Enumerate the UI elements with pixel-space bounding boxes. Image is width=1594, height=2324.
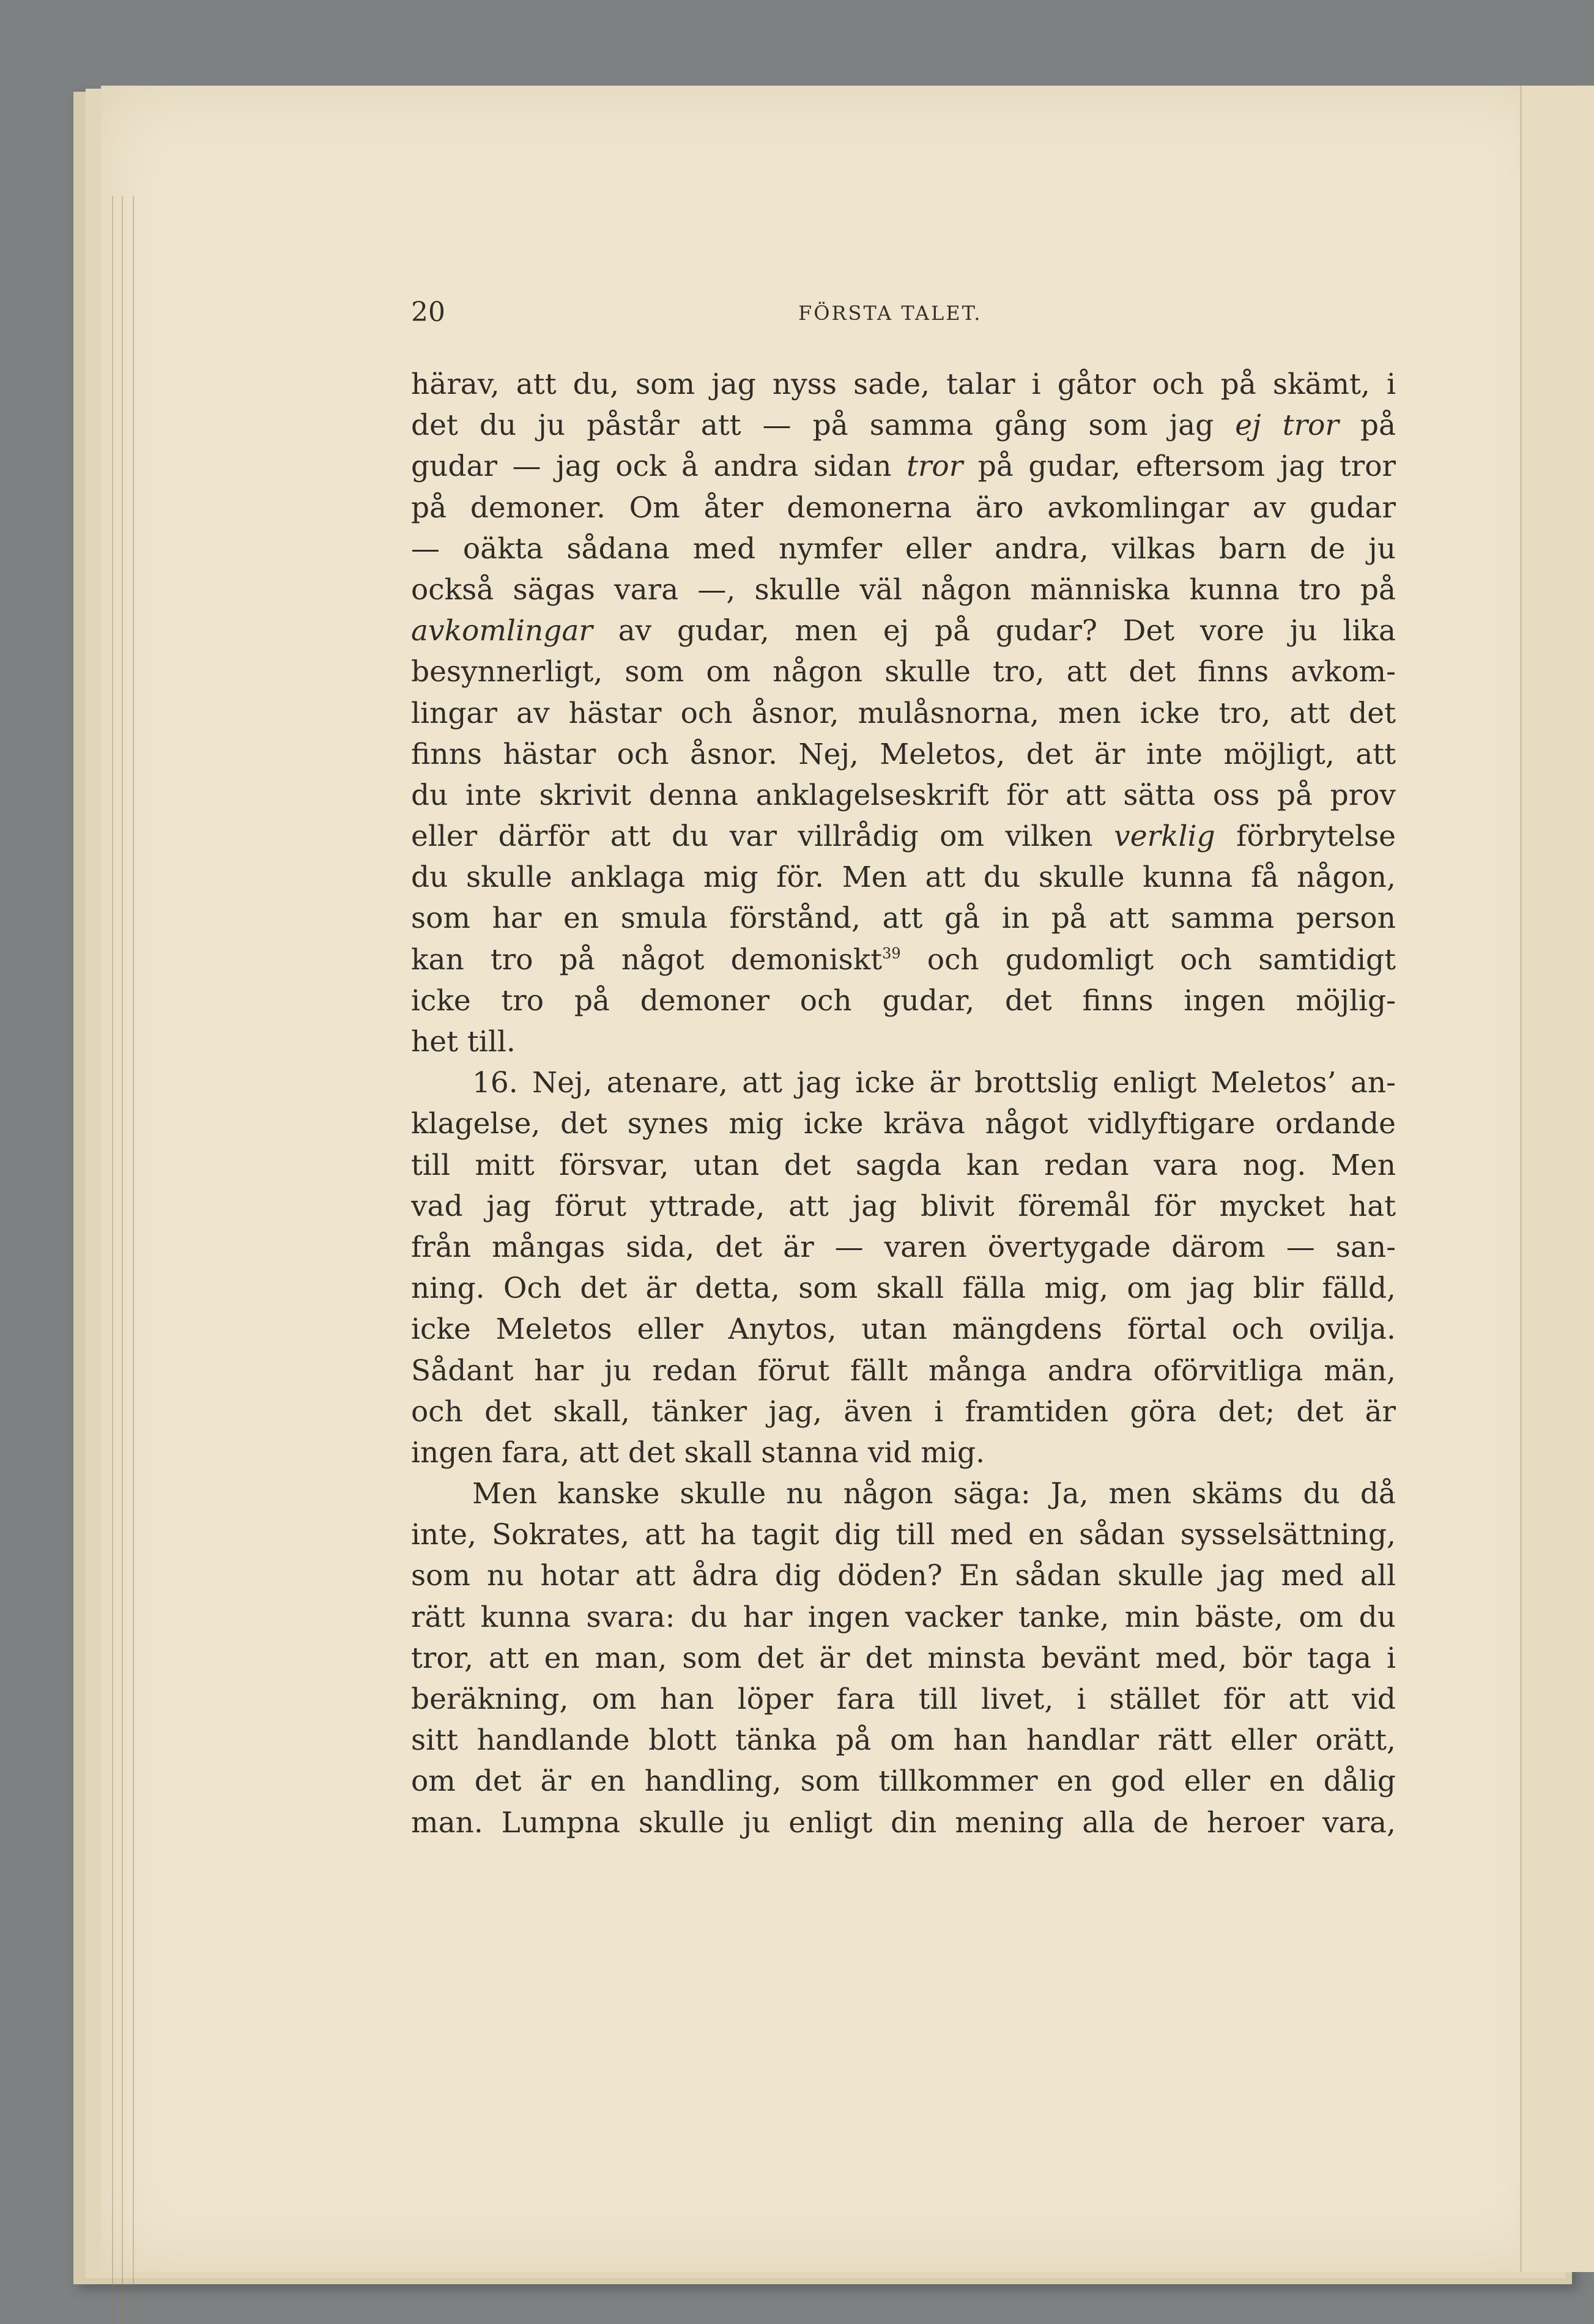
text-line: och det skall, tänker jag, även i framtiden göra det; det är [411, 1394, 1396, 1429]
text-line: ning. Och det är detta, som skall fälla mig, om jag blir fälld, [411, 1271, 1396, 1306]
text-line: avkomlingar av gudar, men ej på gudar? Det vore ju lika [411, 614, 1396, 648]
text-line: beräkning, om han löper fara till livet, i stället för att vid [411, 1682, 1396, 1716]
facing-page-edge [1520, 86, 1594, 2272]
text-line-content: det du ju påstår att — på samma gång som jag ej tror på [411, 409, 1396, 443]
text-line-content: kan tro på något demoniskt [411, 942, 883, 977]
text-line: tror, att en man, som det är det minsta bevänt med, bör taga i [411, 1641, 1396, 1675]
page-edge-line [133, 196, 134, 2324]
text-line: het till. [411, 1025, 516, 1059]
text-line: som nu hotar att ådra dig döden? En sådan skulle jag med all [411, 1559, 1396, 1593]
text-line: rätt kunna svara: du har ingen vacker tanke, min bäste, om du [411, 1600, 1396, 1634]
text-line: besynnerligt, som om någon skulle tro, att det finns avkom- [411, 655, 1396, 689]
text-line: härav, att du, som jag nyss sade, talar i gåtor och på skämt, i [411, 368, 1396, 401]
italic-word: verklig [1114, 820, 1215, 854]
text-line: gudar — jag ock å andra sidan tror på gudar, eftersom jag tror [411, 450, 1396, 484]
page-edge-line [122, 196, 123, 2324]
running-head: FÖRSTA TALET. [798, 302, 982, 325]
text-line: ingen fara, att det skall stanna vid mig. [411, 1435, 985, 1470]
text-line: från mångas sida, det är — varen övertygade därom — san- [411, 1230, 1396, 1264]
text-line: icke Meletos eller Anytos, utan mängdens förtal och ovilja. [411, 1312, 1396, 1347]
text-line: man. Lumpna skulle ju enligt din mening alla de heroer vara, [411, 1805, 1396, 1840]
text-line: Men kanske skulle nu någon säga: Ja, men skäms du då [472, 1477, 1396, 1511]
text-line [411, 939, 1396, 980]
text-line: Sådant har ju redan förut fällt många andra oförvitliga män, [411, 1353, 1396, 1388]
text-line: eller därför att du var villrådig om vilken verklig förbrytelse [411, 820, 1396, 854]
italic-word: tror [906, 450, 963, 484]
text-line: finns hästar och åsnor. Nej, Meletos, det är inte möjligt, att [411, 737, 1396, 771]
text-line: som har en smula förstånd, att gå in på att samma person [411, 901, 1396, 936]
text-line: inte, Sokrates, att ha tagit dig till med en sådan sysselsättning, [411, 1518, 1396, 1552]
text-line: också sägas vara —, skulle väl någon människa kunna tro på [411, 572, 1396, 607]
text-line: klagelse, det synes mig icke kräva något vidlyftigare ordande [411, 1107, 1396, 1141]
text-line: på demoner. Om åter demonerna äro avkomlingar av gudar [411, 490, 1396, 525]
text-line: icke tro på demoner och gudar, det finns ingen möjlig- [411, 983, 1396, 1018]
text-line: 16. Nej, atenare, att jag icke är brottslig enligt Meletos’ an- [472, 1066, 1396, 1100]
page-number: 20 [411, 297, 445, 328]
text-line: sitt handlande blott tänka på om han handlar rätt eller orätt, [411, 1723, 1396, 1758]
body-text [411, 364, 1396, 1843]
text-line: vad jag förut yttrade, att jag blivit föremål för mycket hat [411, 1189, 1396, 1223]
text-line: om det är en handling, som tillkommer en god eller en dålig [411, 1764, 1396, 1799]
text-line-content: och gudomligt och samtidigt [900, 942, 1396, 977]
italic-word: ej tror [1235, 409, 1339, 443]
text-line: — oäkta sådana med nymfer eller andra, vilkas barn de ju [411, 531, 1396, 566]
page-header [0, 290, 1594, 339]
text-line: du inte skrivit denna anklagelseskrift för att sätta oss på prov [411, 778, 1396, 812]
text-line [411, 405, 1396, 446]
text-line: till mitt försvar, utan det sagda kan redan vara nog. Men [411, 1148, 1396, 1182]
italic-word: avkomlingar [411, 614, 593, 648]
text-line: lingar av hästar och åsnor, mulåsnorna, men icke tro, att det [411, 696, 1396, 730]
footnote-marker: 39 [882, 944, 901, 962]
text-line: du skulle anklaga mig för. Men att du skulle kunna få någon, [411, 860, 1396, 895]
page-edge-line [112, 196, 113, 2324]
